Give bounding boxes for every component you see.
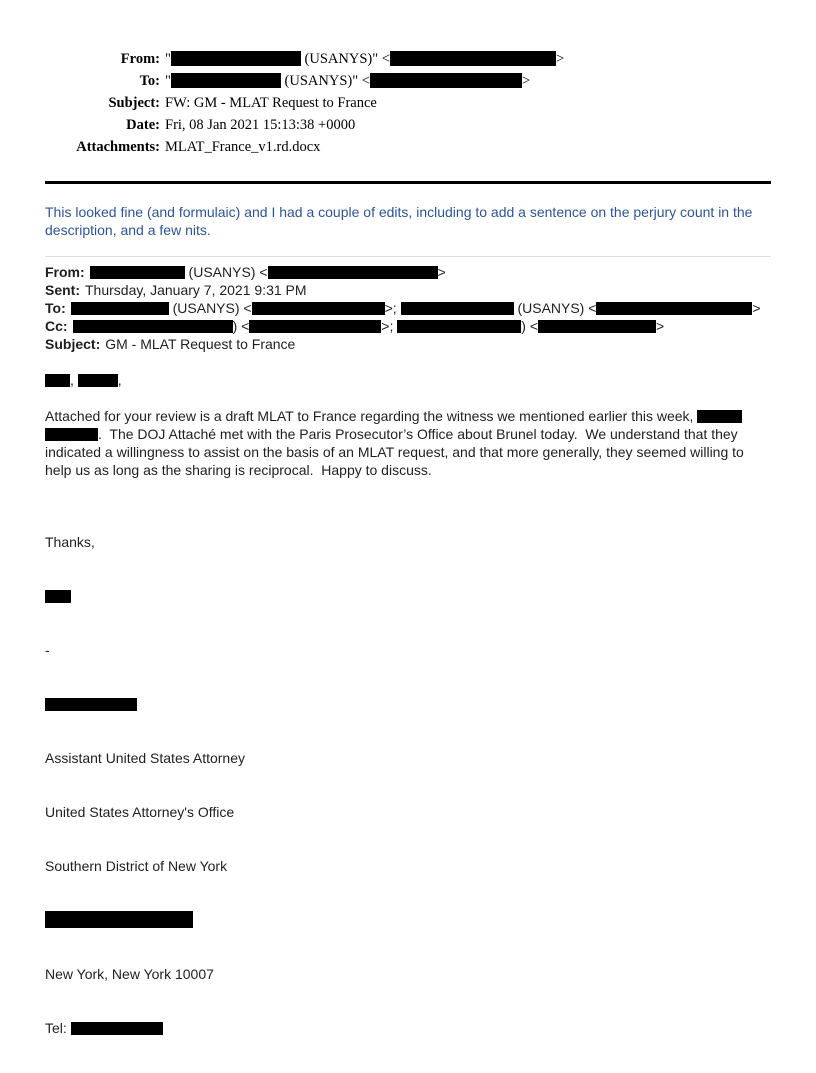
attachments-row	[45, 136, 771, 158]
redaction-bar	[370, 73, 522, 88]
redaction-bar	[45, 374, 70, 387]
paragraph-name-gap	[742, 408, 746, 424]
to-after-name: (USANYS)" <	[280, 73, 370, 89]
fwd-to-after-name1: (USANYS) <	[168, 300, 252, 316]
from-label: From:	[120, 51, 160, 67]
redaction-bar	[45, 590, 71, 603]
forward-divider-line	[45, 256, 771, 257]
redaction-bar	[171, 51, 301, 66]
tel-label: Tel:	[45, 1020, 71, 1036]
fwd-to-label: To:	[45, 300, 66, 316]
fwd-from-after-name: (USANYS) <	[184, 264, 268, 280]
message-body	[45, 371, 771, 1073]
redaction-bar	[596, 302, 752, 315]
redaction-bar	[71, 1022, 163, 1035]
signature-city-line: New York, New York 10007	[45, 966, 214, 982]
redaction-bar	[90, 266, 185, 279]
telephone-line	[45, 1019, 771, 1037]
fwd-from-row	[45, 263, 771, 281]
fwd-cc-row	[45, 317, 771, 335]
redaction-bar	[397, 320, 521, 333]
redaction-bar	[268, 266, 438, 279]
fwd-cc-label: Cc:	[45, 318, 68, 334]
fwd-to-close: >	[752, 300, 761, 316]
redaction-bar	[538, 320, 656, 333]
to-open-quote: "	[165, 73, 171, 89]
date-label: Date:	[126, 117, 160, 133]
signature-title-line: Assistant United States Attorney	[45, 750, 245, 766]
from-value	[165, 48, 564, 70]
redaction-bar	[45, 911, 193, 928]
fwd-to-sep: >;	[384, 300, 401, 316]
redaction-bar	[697, 410, 742, 423]
thanks-line: Thanks,	[45, 534, 95, 550]
signature-address-line	[45, 911, 771, 929]
redaction-bar	[71, 302, 169, 315]
to-close: >	[521, 73, 531, 89]
sender-name-line	[45, 587, 771, 605]
signature-block	[45, 497, 771, 1073]
signature-name-line	[45, 695, 771, 713]
subject-row	[45, 92, 771, 114]
from-open-quote: "	[165, 51, 171, 67]
fwd-subject-value: GM - MLAT Request to France	[105, 336, 296, 352]
redaction-bar	[73, 320, 233, 333]
redaction-bar	[249, 320, 381, 333]
fwd-sent-row	[45, 281, 771, 299]
signature-dash-line: -	[45, 642, 50, 658]
redaction-bar	[390, 51, 556, 66]
from-after-name: (USANYS)" <	[300, 51, 390, 67]
redaction-bar	[171, 73, 281, 88]
signature-office-line: United States Attorney's Office	[45, 804, 235, 820]
attachment-filename: MLAT_France_v1.rd.docx	[165, 139, 321, 155]
date-value: Fri, 08 Jan 2021 15:13:38 +0000	[165, 117, 356, 133]
delivery-header	[45, 48, 771, 158]
signature-district-line: Southern District of New York	[45, 858, 228, 874]
fwd-from-close: >	[437, 264, 446, 280]
paragraph-lead-text: Attached for your review is a draft MLAT to France regarding the witness we mentioned earlier this week,	[45, 408, 698, 424]
fwd-sent-label: Sent:	[45, 282, 80, 298]
greeting-line	[45, 371, 771, 389]
fwd-subject-row	[45, 335, 771, 353]
fwd-to-after-name2: (USANYS) <	[513, 300, 597, 316]
fwd-cc-sep: >;	[381, 318, 398, 334]
redaction-bar	[78, 374, 118, 387]
fwd-to-row	[45, 299, 771, 317]
date-row	[45, 114, 771, 136]
paragraph-tail-text: . The DOJ Attaché met with the Paris Prosecutor’s Office about Brunel today. We understand that they indicated a willingness to assist on the basis of an MLAT request, and that more generally, they seemed willing to help us as long as the sharing is reciprocal. Happy to discuss.	[45, 426, 748, 478]
fwd-cc-paren2: ) <	[521, 318, 538, 334]
greeting-comma: ,	[117, 372, 122, 388]
header-divider-rule	[45, 181, 771, 184]
fwd-cc-close: >	[656, 318, 665, 334]
forwarded-header	[45, 263, 771, 353]
redaction-bar	[45, 428, 98, 441]
fwd-subject-label: Subject:	[45, 336, 101, 352]
from-close: >	[555, 51, 565, 67]
fwd-cc-paren1: ) <	[232, 318, 250, 334]
redaction-bar	[252, 302, 385, 315]
from-row	[45, 48, 771, 70]
fwd-sent-value: Thursday, January 7, 2021 9:31 PM	[85, 282, 307, 298]
to-row	[45, 70, 771, 92]
to-value	[165, 70, 530, 92]
fwd-from-label: From:	[45, 264, 85, 280]
main-paragraph	[45, 407, 771, 479]
attachments-label: Attachments:	[76, 139, 160, 155]
subject-value: FW: GM - MLAT Request to France	[165, 95, 377, 111]
to-label: To:	[139, 73, 160, 89]
subject-label: Subject:	[108, 95, 160, 111]
comment-paragraph: This looked fine (and formulaic) and I had a couple of edits, including to add a sentence on the perjury count in the description, and a few nits.	[45, 204, 757, 238]
redaction-bar	[401, 302, 514, 315]
greeting-separator: ,	[70, 372, 78, 388]
redaction-bar	[45, 698, 137, 711]
